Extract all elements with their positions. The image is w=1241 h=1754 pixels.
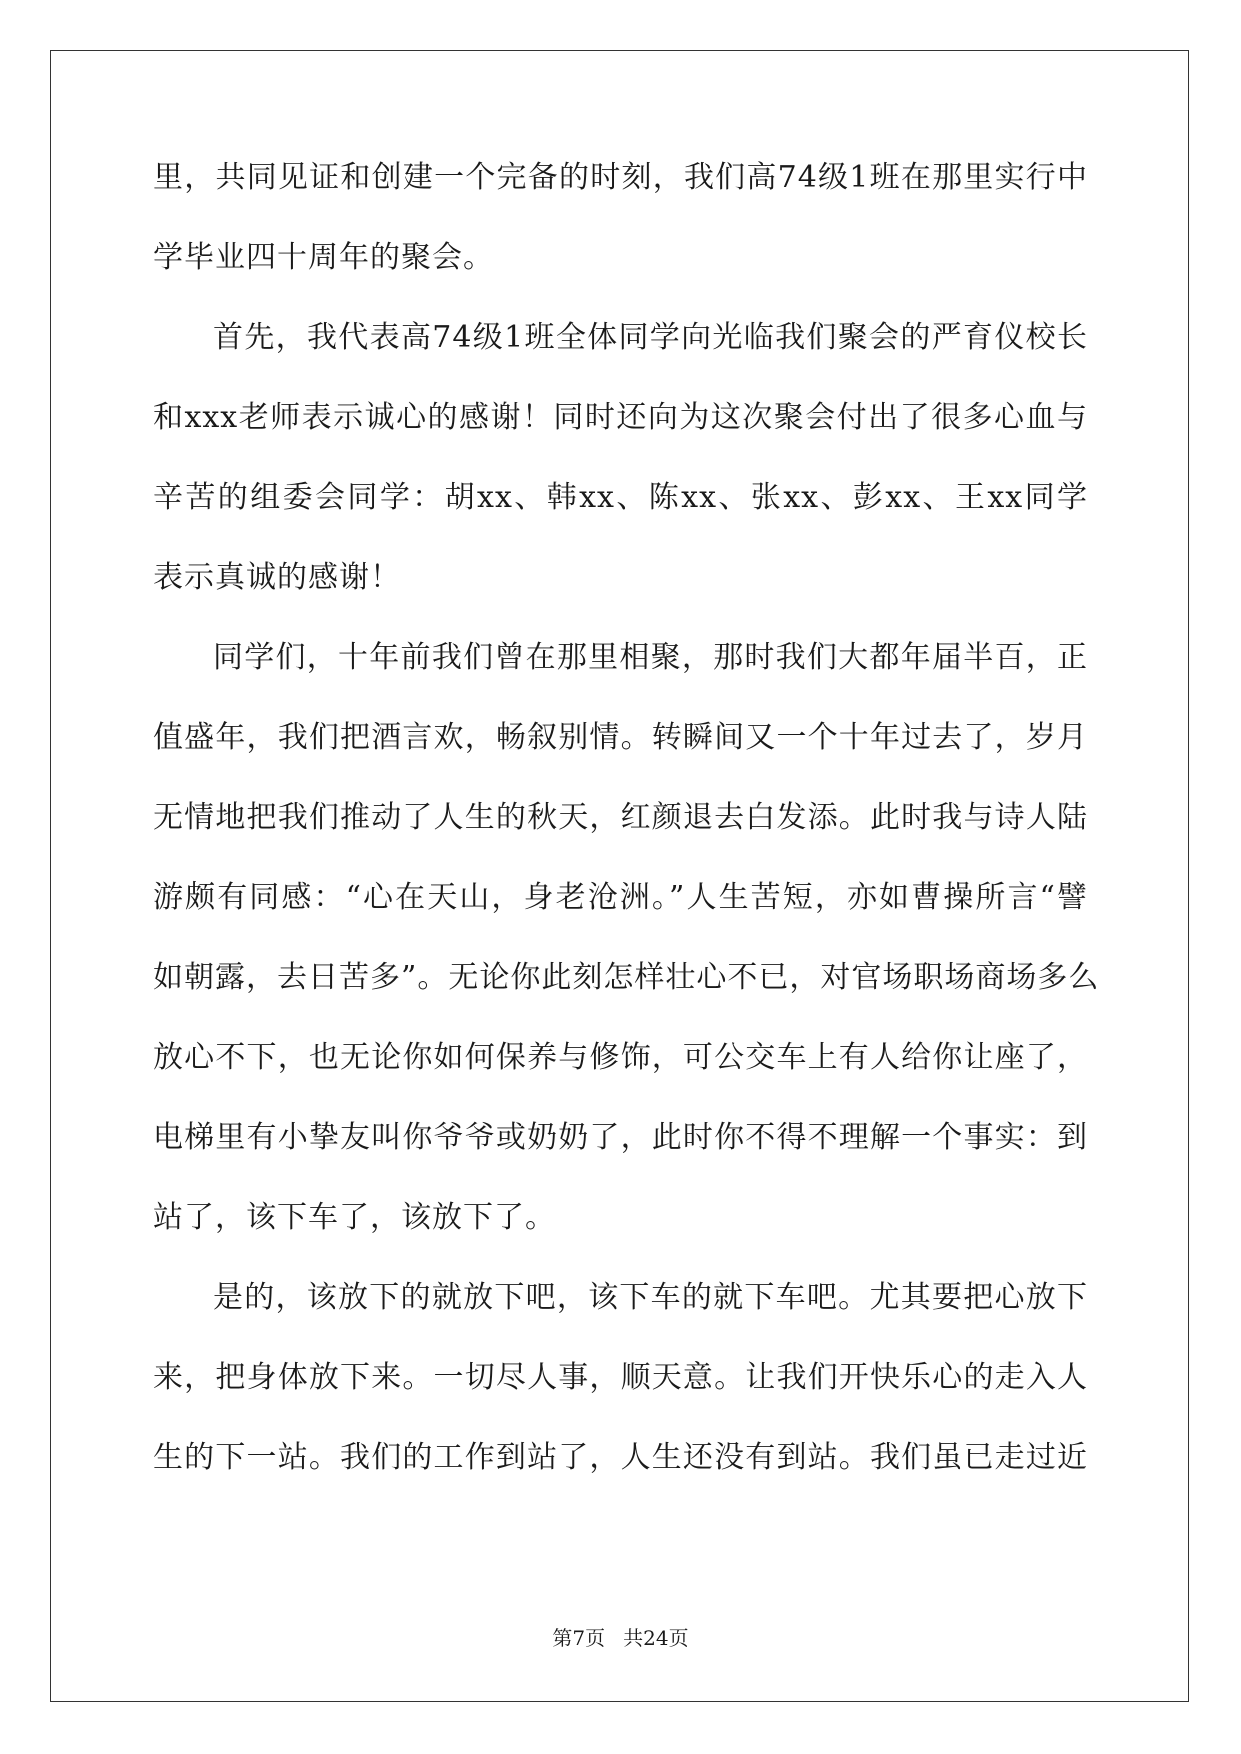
text-line: 首先，我代表高74级1班全体同学向光临我们聚会的严育仪校长 [213, 320, 1088, 355]
text-line: 值盛年，我们把酒言欢，畅叙别情。转瞬间又一个十年过去了，岁月 [153, 720, 1088, 755]
text-line: 里，共同见证和创建一个完备的时刻，我们高74级1班在那里实行中 [153, 160, 1088, 195]
text-line: 辛苦的组委会同学：胡xx、韩xx、陈xx、张xx、彭xx、王xx同学 [153, 480, 1088, 515]
text-line: 站了，该下车了，该放下了。 [153, 1200, 556, 1235]
page-number: 第7页 [552, 1626, 606, 1650]
page-footer [0, 1626, 1241, 1650]
text-line: 无情地把我们推动了人生的秋天，红颜退去白发添。此时我与诗人陆 [153, 800, 1088, 835]
text-line: 电梯里有小挚友叫你爷爷或奶奶了，此时你不得不理解一个事实：到 [153, 1120, 1088, 1155]
text-line: 和xxx老师表示诚心的感谢！同时还向为这次聚会付出了很多心血与 [153, 400, 1088, 435]
text-line: 生的下一站。我们的工作到站了，人生还没有到站。我们虽已走过近 [153, 1440, 1088, 1475]
page-total: 共24页 [623, 1626, 689, 1650]
text-line: 学毕业四十周年的聚会。 [153, 240, 494, 275]
text-line: 表示真诚的感谢！ [153, 560, 401, 595]
text-line: 是的，该放下的就放下吧，该下车的就下车吧。尤其要把心放下 [213, 1280, 1088, 1315]
text-line: 来，把身体放下来。一切尽人事，顺天意。让我们开快乐心的走入人 [153, 1360, 1088, 1395]
text-line: 同学们，十年前我们曾在那里相聚，那时我们大都年届半百，正 [213, 640, 1088, 675]
text-line: 如朝露，去日苦多”。无论你此刻怎样壮心不已，对官场职场商场多么 [153, 960, 1100, 995]
text-line: 游颇有同感：“心在天山，身老沧洲。”人生苦短，亦如曹操所言“譬 [153, 880, 1088, 915]
text-line: 放心不下，也无论你如何保养与修饰，可公交车上有人给你让座了， [153, 1040, 1088, 1075]
